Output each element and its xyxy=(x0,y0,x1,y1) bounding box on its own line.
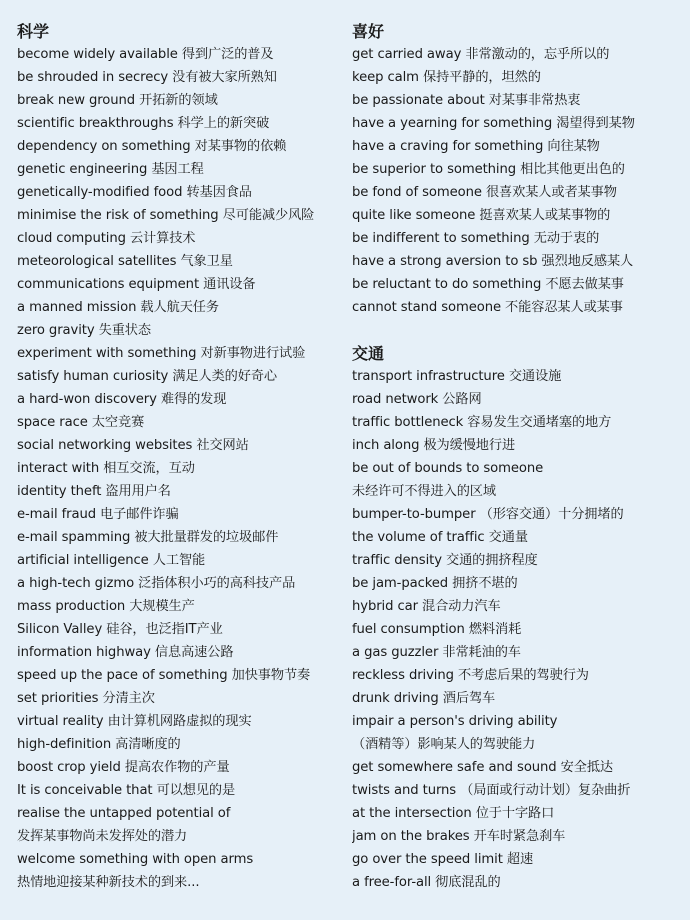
phrase-line: be jam-packed 拥挤不堪的 xyxy=(352,576,518,591)
phrase-line: be passionate about 对某事非常热衷 xyxy=(352,93,581,108)
phrase-line: cloud computing 云计算技术 xyxy=(17,231,196,246)
phrase-line: hybrid car 混合动力汽车 xyxy=(352,599,501,614)
phrase-line: impair a person's driving ability xyxy=(352,714,558,729)
phrase-line: high-definition 高清晰度的 xyxy=(17,737,181,752)
phrase-line: be reluctant to do something 不愿去做某事 xyxy=(352,277,624,292)
phrase-line: Silicon Valley 硅谷，也泛指IT产业 xyxy=(17,622,223,637)
phrase-line: social networking websites 社交网站 xyxy=(17,438,249,453)
phrase-line: jam on the brakes 开车时紧急刹车 xyxy=(352,829,566,844)
phrase-line: traffic bottleneck 容易发生交通堵塞的地方 xyxy=(352,415,612,430)
phrase-line: a free-for-all 彻底混乱的 xyxy=(352,875,501,890)
phrase-line: set priorities 分清主次 xyxy=(17,691,155,706)
phrase-line: a hard-won discovery 难得的发现 xyxy=(17,392,227,407)
phrase-line: road network 公路网 xyxy=(352,392,482,407)
phrase-line: break new ground 开拓新的领域 xyxy=(17,93,218,108)
phrase-line: information highway 信息高速公路 xyxy=(17,645,234,660)
transport-heading: 交通 xyxy=(352,344,385,363)
phrase-line: a high-tech gizmo 泛指体积小巧的高科技产品 xyxy=(17,576,296,591)
phrase-line: a manned mission 载人航天任务 xyxy=(17,300,219,315)
phrase-line: speed up the pace of something 加快事物节奏 xyxy=(17,668,311,683)
phrase-line: at the intersection 位于十字路口 xyxy=(352,806,555,821)
phrase-line: genetically-modified food 转基因食品 xyxy=(17,185,252,200)
phrase-line: genetic engineering 基因工程 xyxy=(17,162,204,177)
phrase-line: cannot stand someone 不能容忍某人或某事 xyxy=(352,300,623,315)
phrase-line: have a yearning for something 渴望得到某物 xyxy=(352,116,635,131)
preferences-heading: 喜好 xyxy=(352,22,385,41)
science-heading: 科学 xyxy=(17,22,50,41)
phrase-line: become widely available 得到广泛的普及 xyxy=(17,47,274,62)
phrase-line: be shrouded in secrecy 没有被大家所熟知 xyxy=(17,70,277,85)
phrase-line: a gas guzzler 非常耗油的车 xyxy=(352,645,521,660)
phrase-line: It is conceivable that 可以想见的是 xyxy=(17,783,236,798)
phrase-line: be superior to something 相比其他更出色的 xyxy=(352,162,625,177)
phrase-line: transport infrastructure 交通设施 xyxy=(352,369,562,384)
phrase-line: scientific breakthroughs 科学上的新突破 xyxy=(17,116,270,131)
phrase-line: 未经许可不得进入的区域 xyxy=(352,484,496,499)
phrase-line: e-mail spamming 被大批量群发的垃圾邮件 xyxy=(17,530,279,545)
phrase-line: keep calm 保持平静的，坦然的 xyxy=(352,70,541,85)
phrase-line: realise the untapped potential of xyxy=(17,806,231,821)
phrase-line: be fond of someone 很喜欢某人或者某事物 xyxy=(352,185,617,200)
phrase-line: e-mail fraud 电子邮件诈骗 xyxy=(17,507,179,522)
phrase-line: bumper-to-bumper （形容交通）十分拥堵的 xyxy=(352,507,624,522)
phrase-line: dependency on something 对某事物的依赖 xyxy=(17,139,287,154)
phrase-line: space race 太空竞赛 xyxy=(17,415,145,430)
phrase-line: （酒精等）影响某人的驾驶能力 xyxy=(352,737,536,752)
phrase-line: zero gravity 失重状态 xyxy=(17,323,151,338)
phrase-line: artificial intelligence 人工智能 xyxy=(17,553,206,568)
phrase-line: get somewhere safe and sound 安全抵达 xyxy=(352,760,614,775)
phrase-line: welcome something with open arms xyxy=(17,852,254,867)
phrase-line: meteorological satellites 气象卫星 xyxy=(17,254,233,269)
phrase-line: identity theft 盗用用户名 xyxy=(17,484,171,499)
phrase-line: boost crop yield 提高农作物的产量 xyxy=(17,760,230,775)
phrase-line: 发挥某事物尚未发挥处的潜力 xyxy=(17,829,188,844)
phrase-line: virtual reality 由计算机网路虚拟的现实 xyxy=(17,714,252,729)
phrase-line: mass production 大规模生产 xyxy=(17,599,195,614)
phrase-line: traffic density 交通的拥挤程度 xyxy=(352,553,538,568)
phrase-line: get carried away 非常激动的，忘乎所以的 xyxy=(352,47,610,62)
phrase-line: have a craving for something 向往某物 xyxy=(352,139,600,154)
science-column xyxy=(17,20,347,894)
phrase-line: be out of bounds to someone xyxy=(352,461,544,476)
phrase-line: communications equipment 通讯设备 xyxy=(17,277,256,292)
phrase-line: 热情地迎接某种新技术的到来... xyxy=(17,875,200,890)
right-column xyxy=(352,20,684,894)
phrase-line: be indifferent to something 无动于衷的 xyxy=(352,231,600,246)
phrase-line: the volume of traffic 交通量 xyxy=(352,530,528,545)
phrase-line: reckless driving 不考虑后果的驾驶行为 xyxy=(352,668,589,683)
phrase-line: experiment with something 对新事物进行试验 xyxy=(17,346,306,361)
phrase-line: satisfy human curiosity 满足人类的好奇心 xyxy=(17,369,278,384)
phrase-line: go over the speed limit 超速 xyxy=(352,852,534,867)
phrase-line: drunk driving 酒后驾车 xyxy=(352,691,496,706)
phrase-line: have a strong aversion to sb 强烈地反感某人 xyxy=(352,254,634,269)
phrase-line: inch along 极为缓慢地行进 xyxy=(352,438,516,453)
phrase-line: fuel consumption 燃料消耗 xyxy=(352,622,522,637)
phrase-line: quite like someone 挺喜欢某人或某事物的 xyxy=(352,208,611,223)
phrase-line: twists and turns （局面或行动计划）复杂曲折 xyxy=(352,783,631,798)
phrase-line: interact with 相互交流，互动 xyxy=(17,461,195,476)
science-phrase-list xyxy=(17,43,347,894)
section-gap xyxy=(352,319,684,342)
transport-phrase-list xyxy=(352,365,684,894)
preferences-phrase-list xyxy=(352,43,684,319)
phrase-line: minimise the risk of something 尽可能减少风险 xyxy=(17,208,315,223)
